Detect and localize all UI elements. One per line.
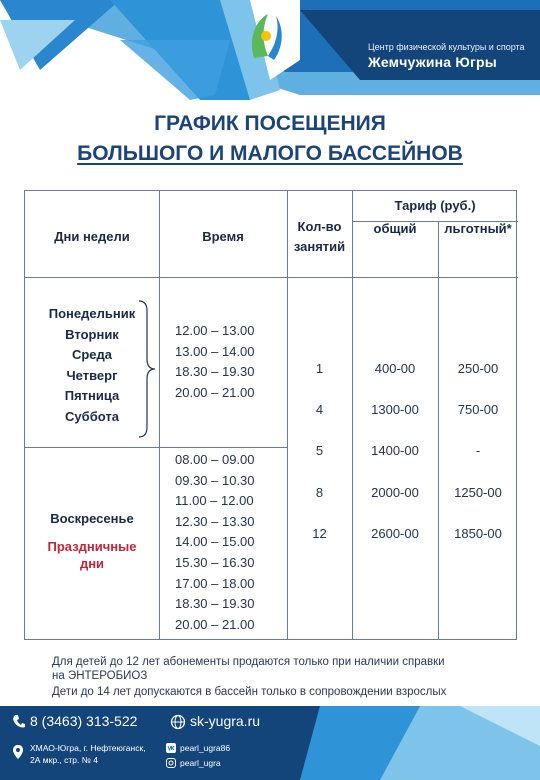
holiday-line-2: дни bbox=[79, 556, 105, 571]
count-value: 12 bbox=[312, 526, 327, 541]
header-count-line1: Кол-во bbox=[297, 219, 342, 234]
general-price: 1400-00 bbox=[371, 443, 419, 458]
count-value: 8 bbox=[315, 485, 324, 500]
header-general: общий bbox=[373, 221, 417, 236]
header-discount: льготный* bbox=[444, 221, 512, 236]
weekend-times bbox=[175, 450, 255, 635]
time-slot: 11.00 – 12.00 bbox=[175, 493, 254, 509]
footer-website[interactable]: sk-yugra.ru bbox=[190, 713, 261, 729]
table-divider bbox=[25, 277, 518, 278]
phone-icon bbox=[12, 714, 26, 730]
note-line-3: Дети до 14 лет допускаются в бассейн только в сопровождении взрослых bbox=[52, 686, 447, 698]
holiday-line-1: Праздничные bbox=[47, 539, 137, 554]
table-divider bbox=[438, 221, 439, 639]
time-slot: 08.00 – 09.00 bbox=[175, 452, 255, 467]
header-time: Время bbox=[202, 229, 244, 244]
brace-icon bbox=[137, 299, 157, 439]
time-slot: 20.00 – 21.00 bbox=[175, 384, 255, 400]
location-pin-icon bbox=[12, 744, 24, 760]
general-price: 2600-00 bbox=[371, 526, 419, 541]
logo bbox=[246, 8, 286, 68]
time-slot: 12.00 – 13.00 bbox=[175, 323, 255, 338]
weekday-label: Пятница bbox=[64, 388, 120, 403]
count-value: 1 bbox=[315, 361, 324, 376]
globe-icon bbox=[170, 714, 186, 730]
discount-price: 1850-00 bbox=[454, 526, 502, 541]
time-slot: 18.30 – 19.30 bbox=[175, 596, 255, 612]
time-slot: 13.00 – 14.00 bbox=[175, 343, 255, 359]
footer-address bbox=[30, 742, 146, 766]
header-banner bbox=[0, 0, 540, 105]
instagram-icon bbox=[166, 758, 176, 768]
table-divider bbox=[25, 447, 287, 448]
general-price: 400-00 bbox=[374, 361, 416, 376]
address-line-2: 2А мкр., стр. № 4 bbox=[30, 755, 98, 765]
footer-social-2[interactable]: pearl_ugra bbox=[180, 758, 221, 768]
note-line-1: Для детей до 12 лет абонементы продаются только при наличии справки bbox=[52, 656, 445, 668]
discount-price: 750-00 bbox=[457, 402, 499, 417]
weekday-label: Среда bbox=[71, 347, 113, 362]
footer-social-1[interactable]: pearl_ugra86 bbox=[180, 743, 231, 753]
title-line-1: ГРАФИК ПОСЕЩЕНИЯ bbox=[154, 112, 386, 135]
table-divider bbox=[159, 191, 160, 639]
address-line-1: ХМАО-Югра, г. Нефтеюганск, bbox=[30, 743, 146, 753]
time-slot: 20.00 – 21.00 bbox=[175, 616, 255, 632]
discount-price: - bbox=[475, 443, 481, 458]
count-value: 5 bbox=[315, 443, 324, 458]
weekday-label: Понедельник bbox=[48, 306, 136, 321]
weekday-label: Вторник bbox=[65, 326, 119, 342]
footer-phone[interactable]: 8 (3463) 313-522 bbox=[30, 713, 138, 729]
time-slot: 09.30 – 10.30 bbox=[175, 472, 255, 488]
header-count-line2: занятий bbox=[293, 239, 346, 254]
brand-subtitle: Центр физической культуры и спорта bbox=[368, 42, 525, 52]
general-price: 1300-00 bbox=[371, 402, 419, 417]
weekday-label: Суббота bbox=[65, 408, 119, 424]
count-value: 4 bbox=[315, 402, 324, 417]
time-slot: 12.30 – 13.30 bbox=[175, 513, 255, 529]
discount-price: 250-00 bbox=[457, 361, 499, 376]
header-tariff: Тариф (руб.) bbox=[394, 198, 476, 213]
note-line-2: на ЭНТЕРОБИОЗ bbox=[52, 670, 148, 682]
schedule-table bbox=[24, 190, 517, 640]
vk-icon bbox=[166, 743, 176, 753]
header-days: Дни недели bbox=[54, 229, 130, 244]
time-slot: 17.00 – 18.00 bbox=[175, 575, 255, 591]
time-slot: 15.30 – 16.30 bbox=[175, 554, 255, 570]
title-line-2: БОЛЬШОГО И МАЛОГО БАССЕЙНОВ bbox=[77, 142, 463, 165]
weekend-day: Воскресенье bbox=[50, 511, 134, 526]
header-count bbox=[287, 217, 352, 257]
discount-price: 1250-00 bbox=[454, 485, 502, 500]
weekday-label: Четверг bbox=[66, 367, 118, 383]
general-price: 2000-00 bbox=[371, 485, 419, 500]
holiday-label bbox=[25, 538, 159, 572]
time-slot: 14.00 – 15.00 bbox=[175, 534, 255, 550]
time-slot: 18.30 – 19.30 bbox=[175, 364, 255, 379]
weekday-times bbox=[175, 321, 255, 403]
logo-icon bbox=[246, 8, 286, 68]
brand-name: Жемчужина Югры bbox=[368, 54, 497, 70]
